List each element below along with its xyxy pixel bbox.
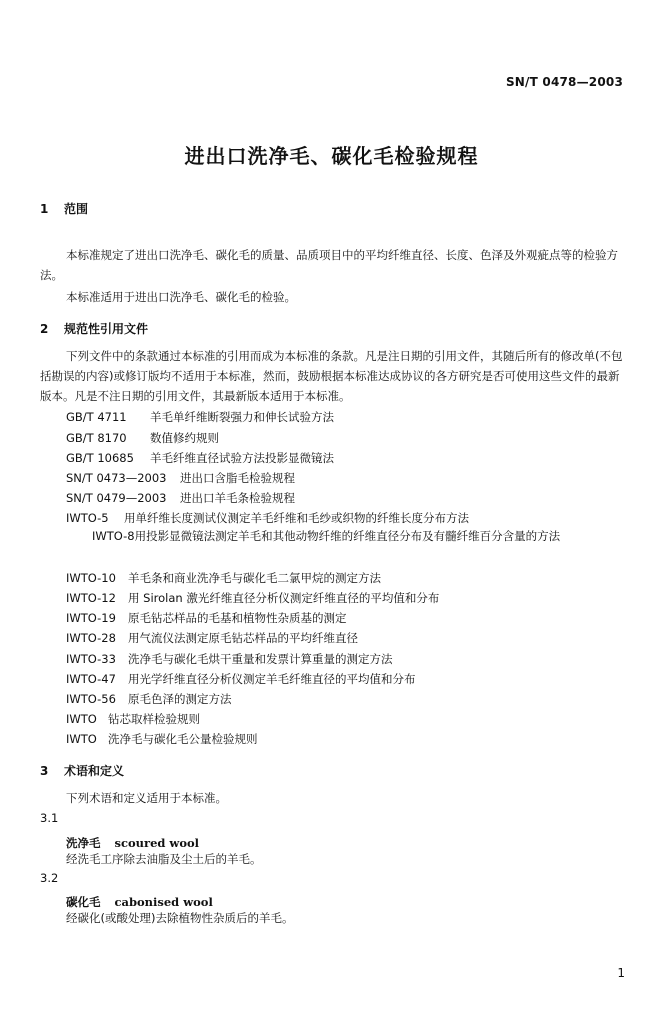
reference-code: IWTO-28 — [66, 631, 116, 645]
section-1-heading — [40, 200, 88, 217]
reference-item — [66, 630, 358, 646]
term-definition: 经碳化(或酸处理)去除植物性杂质后的羊毛。 — [66, 911, 294, 925]
reference-item — [66, 470, 295, 486]
section-number: 3 — [40, 764, 49, 778]
reference-item — [66, 610, 347, 626]
reference-title: 用光学纤维直径分析仪测定羊毛纤维直径的平均值和分布 — [128, 672, 416, 686]
term-en: cabonised wool — [114, 895, 213, 909]
reference-code: IWTO-12 — [66, 591, 116, 605]
reference-title: 数值修约规则 — [150, 431, 219, 445]
reference-title: 用气流仪法测定原毛钻芯样品的平均纤维直径 — [128, 631, 358, 645]
reference-code: GB/T 4711 — [66, 410, 127, 424]
reference-item — [66, 430, 219, 446]
reference-title: 羊毛单纤维断裂强力和伸长试验方法 — [150, 410, 334, 424]
reference-item — [66, 409, 334, 425]
reference-title: 羊毛条和商业洗净毛与碳化毛二氯甲烷的测定方法 — [128, 571, 381, 585]
reference-title: 用 Sirolan 激光纤维直径分析仪测定纤维直径的平均值和分布 — [128, 591, 440, 605]
reference-code: IWTO-47 — [66, 672, 116, 686]
reference-item — [66, 510, 469, 526]
reference-item — [66, 731, 258, 747]
reference-title: 原毛色泽的测定方法 — [128, 692, 232, 706]
term-zh: 碳化毛 — [66, 895, 101, 909]
term-en: scoured wool — [114, 836, 200, 850]
section-title: 范围 — [64, 202, 89, 216]
reference-title: 用单纤维长度测试仪测定羊毛纤维和毛纱或织物的纤维长度分布方法 — [124, 511, 469, 525]
reference-title: 进出口含脂毛检验规程 — [180, 471, 295, 485]
section-2-heading — [40, 320, 148, 337]
reference-item — [66, 671, 416, 687]
term-number: 3.2 — [40, 871, 59, 885]
reference-item — [66, 490, 295, 506]
reference-title: 洗净毛与碳化毛公量检验规则 — [108, 732, 258, 746]
section-3-intro: 下列术语和定义适用于本标准。 — [66, 791, 227, 805]
reference-code: IWTO — [66, 732, 97, 746]
reference-code: GB/T 10685 — [66, 451, 134, 465]
section-title: 术语和定义 — [64, 764, 125, 778]
reference-title: 羊毛纤维直径试验方法投影显微镜法 — [150, 451, 334, 465]
reference-item — [40, 526, 630, 546]
section-3-heading — [40, 762, 124, 779]
reference-title: 用投影显微镜法测定羊毛和其他动物纤维的纤维直径分布及有髓纤维百分含量的方法 — [134, 529, 561, 543]
reference-code: IWTO — [66, 712, 97, 726]
reference-item — [66, 570, 381, 586]
reference-code: IWTO-19 — [66, 611, 116, 625]
section-number: 1 — [40, 202, 49, 216]
section-1-paragraph-2: 本标准适用于进出口洗净毛、碳化毛的检验。 — [66, 290, 296, 304]
reference-item — [66, 450, 334, 466]
reference-code: IWTO-8 — [92, 529, 135, 543]
section-1-paragraph-1: 本标准规定了进出口洗净毛、碳化毛的质量、品质项目中的平均纤维直径、长度、色泽及外观疵点等的检验方法。 — [40, 248, 618, 282]
reference-item — [66, 691, 232, 707]
reference-item — [66, 590, 439, 606]
reference-code: GB/T 8170 — [66, 431, 127, 445]
standard-number: SN/T 0478—2003 — [505, 75, 623, 89]
reference-code: IWTO-56 — [66, 692, 116, 706]
term-number: 3.1 — [40, 811, 59, 825]
reference-title: 洗净毛与碳化毛烘干重量和发票计算重量的测定方法 — [128, 652, 393, 666]
reference-code: IWTO-33 — [66, 652, 116, 666]
page-number: 1 — [617, 966, 625, 980]
reference-item — [66, 711, 200, 727]
term-definition: 经洗毛工序除去油脂及尘土后的羊毛。 — [66, 852, 262, 866]
reference-code: SN/T 0479—2003 — [66, 491, 167, 505]
section-number: 2 — [40, 322, 49, 336]
section-2-intro: 下列文件中的条款通过本标准的引用而成为本标准的条款。凡是注日期的引用文件，其随后所有的修改单(不包括勘误的内容)或修订版均不适用于本标准，然而，鼓励根据本标准达成协议的各方研究是否可使用这些文件的最新版本。凡是不注日期的引用文件，其最新版本适用于本标准。 — [40, 349, 623, 403]
reference-item — [66, 651, 393, 667]
document-title: 进出口洗净毛、碳化毛检验规程 — [184, 144, 479, 168]
reference-code: SN/T 0473—2003 — [66, 471, 167, 485]
reference-code: IWTO-10 — [66, 571, 116, 585]
reference-code: IWTO-5 — [66, 511, 109, 525]
reference-title: 进出口羊毛条检验规程 — [180, 491, 295, 505]
reference-title: 原毛钻芯样品的毛基和植物性杂质基的测定 — [128, 611, 347, 625]
reference-title: 钻芯取样检验规则 — [108, 712, 200, 726]
section-title: 规范性引用文件 — [64, 322, 149, 336]
term-zh: 洗净毛 — [66, 836, 101, 850]
